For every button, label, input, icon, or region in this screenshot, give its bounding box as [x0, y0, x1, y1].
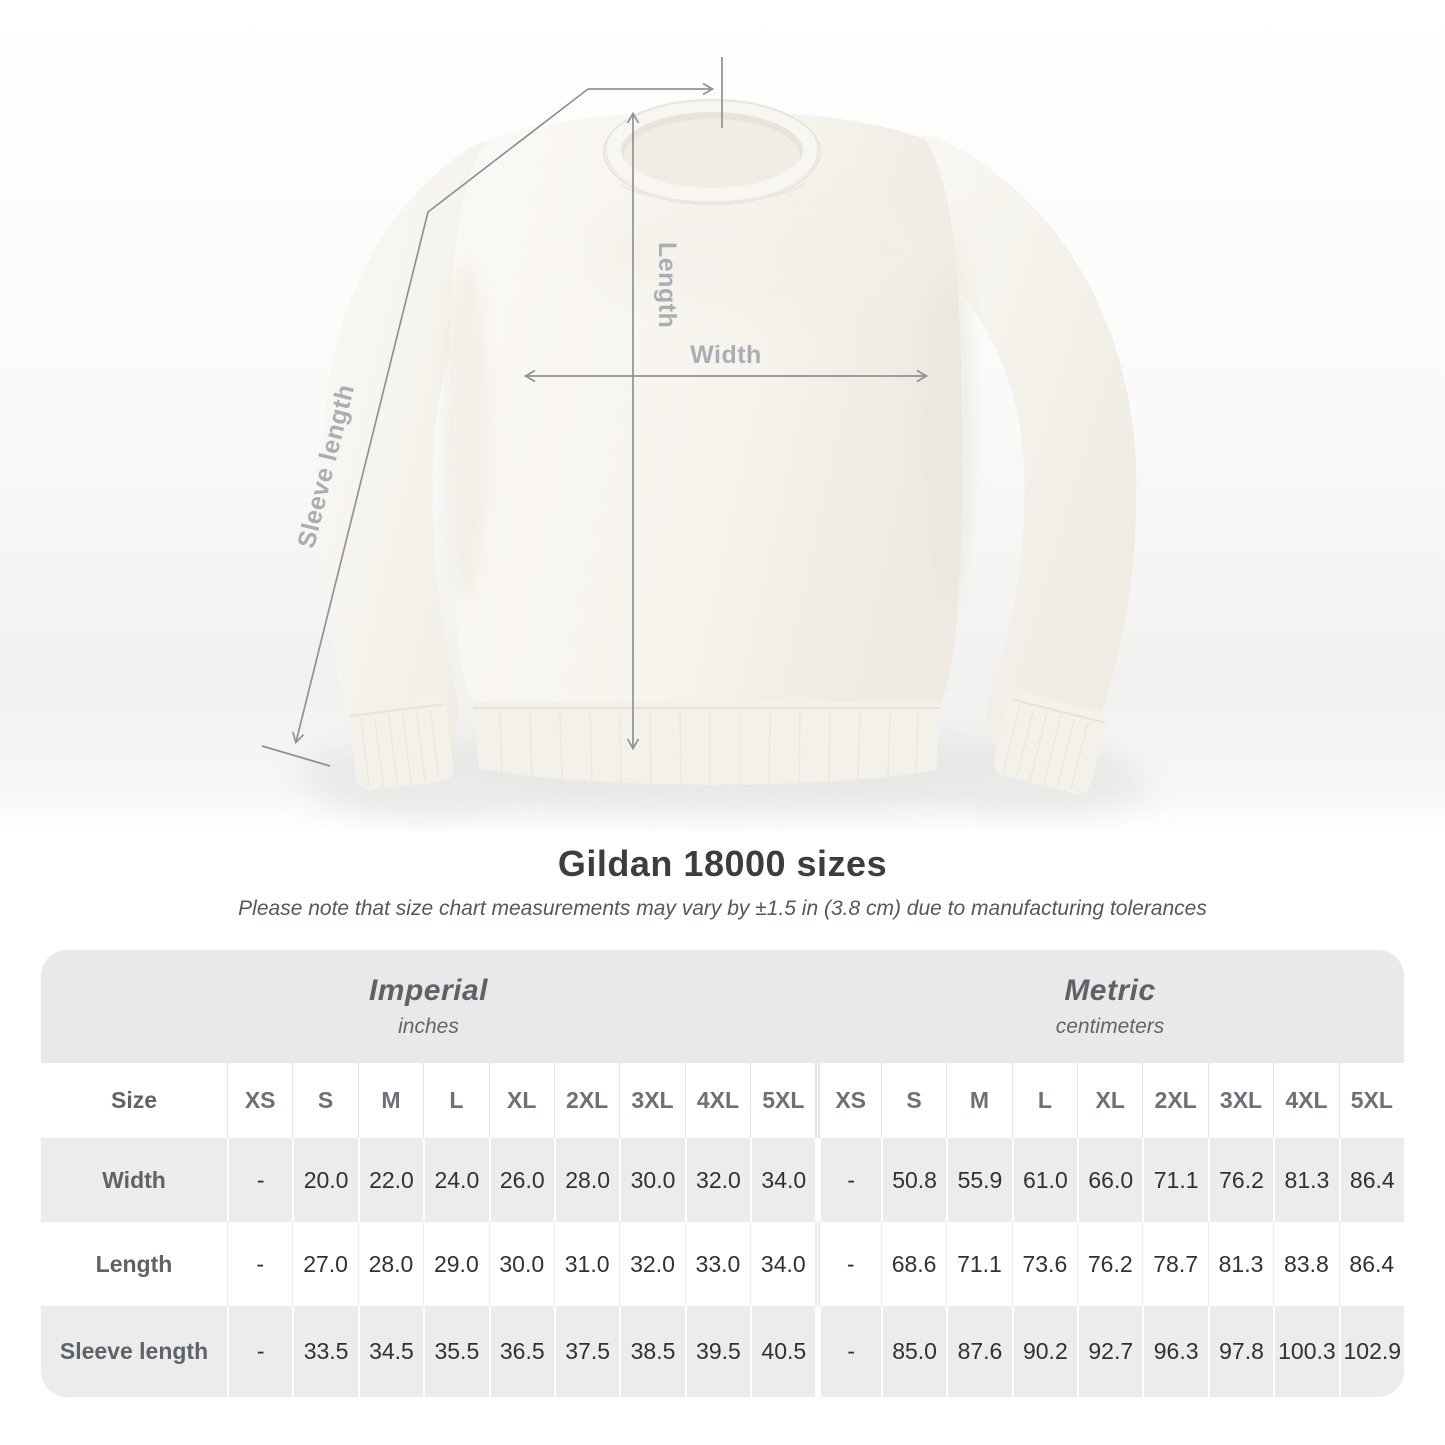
imperial-value-cell: 38.5: [619, 1306, 684, 1397]
size-table: [41, 950, 1404, 1397]
size-header-metric-4xl: 4XL: [1273, 1063, 1338, 1138]
metric-value-cell: 83.8: [1273, 1222, 1338, 1306]
size-header-metric-xl: XL: [1077, 1063, 1142, 1138]
imperial-value-cell: 35.5: [423, 1306, 488, 1397]
metric-value-cell: 81.3: [1208, 1222, 1273, 1306]
size-header-imperial-2xl: 2XL: [554, 1063, 619, 1138]
imperial-value-cell: 29.0: [423, 1222, 488, 1306]
imperial-value-cell: 33.0: [685, 1222, 750, 1306]
size-header-metric-s: S: [881, 1063, 946, 1138]
size-header-metric-l: L: [1012, 1063, 1077, 1138]
imperial-value-cell: -: [227, 1306, 292, 1397]
size-header-imperial-5xl: 5XL: [750, 1063, 815, 1138]
imperial-value-cell: 28.0: [554, 1138, 619, 1222]
imperial-value-cell: -: [227, 1222, 292, 1306]
imperial-value-cell: 26.0: [489, 1138, 554, 1222]
metric-value-cell: 76.2: [1077, 1222, 1142, 1306]
metric-value-cell: -: [815, 1138, 880, 1222]
imperial-value-cell: 37.5: [554, 1306, 619, 1397]
unit-group-metric: [816, 950, 1404, 1063]
table-row: [41, 1138, 1404, 1222]
metric-value-cell: 55.9: [946, 1138, 1011, 1222]
width-label: Width: [690, 341, 762, 369]
tolerance-note: Please note that size chart measurements may vary by ±1.5 in (3.8 cm) due to manufacturing tolerances: [238, 897, 1207, 920]
imperial-value-cell: 20.0: [292, 1138, 357, 1222]
metric-unit-label: centimeters: [1055, 1015, 1165, 1038]
size-header-imperial-4xl: 4XL: [685, 1063, 750, 1138]
size-header-row: [41, 1063, 1404, 1138]
metric-value-cell: 50.8: [881, 1138, 946, 1222]
row-label: Width: [102, 1166, 166, 1193]
metric-value-cell: 71.1: [1142, 1138, 1207, 1222]
hem-band: [473, 701, 941, 785]
page-title: Gildan 18000 sizes: [557, 843, 888, 884]
size-header-metric-m: M: [946, 1063, 1011, 1138]
size-header-imperial-m: M: [358, 1063, 423, 1138]
heading-block: [0, 843, 1445, 921]
imperial-value-cell: 32.0: [619, 1222, 684, 1306]
metric-value-cell: 73.6: [1012, 1222, 1077, 1306]
size-column-header: Size: [110, 1087, 158, 1113]
metric-value-cell: 87.6: [946, 1306, 1011, 1397]
size-header-imperial-3xl: 3XL: [619, 1063, 684, 1138]
imperial-value-cell: 34.0: [750, 1222, 815, 1306]
unit-group-imperial: [41, 950, 816, 1063]
imperial-value-cell: 40.5: [750, 1306, 815, 1397]
left-cuff: [347, 694, 455, 791]
metric-value-cell: -: [815, 1306, 880, 1397]
size-header-metric-3xl: 3XL: [1208, 1063, 1273, 1138]
row-label: Length: [95, 1250, 173, 1277]
size-header-imperial-l: L: [423, 1063, 488, 1138]
imperial-value-cell: 32.0: [685, 1138, 750, 1222]
metric-value-cell: 90.2: [1012, 1306, 1077, 1397]
metric-value-cell: 86.4: [1339, 1222, 1404, 1306]
size-header-imperial-xl: XL: [489, 1063, 554, 1138]
size-header-imperial-xs: XS: [227, 1063, 292, 1138]
unit-band-row: [41, 950, 1404, 1063]
metric-value-cell: -: [815, 1222, 880, 1306]
size-header-imperial-s: S: [292, 1063, 357, 1138]
metric-value-cell: 86.4: [1339, 1138, 1404, 1222]
sleeve-length-label: Sleeve length: [292, 381, 361, 551]
imperial-value-cell: 31.0: [554, 1222, 619, 1306]
metric-label: Metric: [1064, 974, 1156, 1007]
imperial-value-cell: 36.5: [489, 1306, 554, 1397]
length-label: Length: [653, 242, 681, 329]
collar: [604, 100, 820, 204]
imperial-value-cell: 39.5: [685, 1306, 750, 1397]
table-row: [41, 1222, 1404, 1306]
size-header-metric-xs: XS: [815, 1063, 880, 1138]
metric-value-cell: 78.7: [1142, 1222, 1207, 1306]
metric-value-cell: 71.1: [946, 1222, 1011, 1306]
imperial-value-cell: 30.0: [619, 1138, 684, 1222]
metric-value-cell: 61.0: [1012, 1138, 1077, 1222]
metric-value-cell: 68.6: [881, 1222, 946, 1306]
imperial-value-cell: 30.0: [489, 1222, 554, 1306]
imperial-value-cell: 22.0: [358, 1138, 423, 1222]
imperial-value-cell: 33.5: [292, 1306, 357, 1397]
size-header-metric-5xl: 5XL: [1339, 1063, 1404, 1138]
imperial-value-cell: 34.0: [750, 1138, 815, 1222]
imperial-label: Imperial: [368, 974, 489, 1007]
imperial-value-cell: -: [227, 1138, 292, 1222]
metric-value-cell: 102.9: [1339, 1306, 1404, 1397]
metric-value-cell: 97.8: [1208, 1306, 1273, 1397]
metric-value-cell: 96.3: [1142, 1306, 1207, 1397]
metric-value-cell: 100.3: [1273, 1306, 1338, 1397]
imperial-value-cell: 28.0: [358, 1222, 423, 1306]
table-rows: [41, 1138, 1404, 1397]
imperial-value-cell: 27.0: [292, 1222, 357, 1306]
table-row: [41, 1306, 1404, 1397]
size-header-metric-2xl: 2XL: [1142, 1063, 1207, 1138]
metric-value-cell: 81.3: [1273, 1138, 1338, 1222]
row-label: Sleeve length: [59, 1338, 209, 1364]
metric-value-cell: 85.0: [881, 1306, 946, 1397]
metric-value-cell: 66.0: [1077, 1138, 1142, 1222]
imperial-value-cell: 24.0: [423, 1138, 488, 1222]
imperial-value-cell: 34.5: [358, 1306, 423, 1397]
metric-value-cell: 76.2: [1208, 1138, 1273, 1222]
metric-value-cell: 92.7: [1077, 1306, 1142, 1397]
imperial-unit-label: inches: [398, 1015, 459, 1038]
